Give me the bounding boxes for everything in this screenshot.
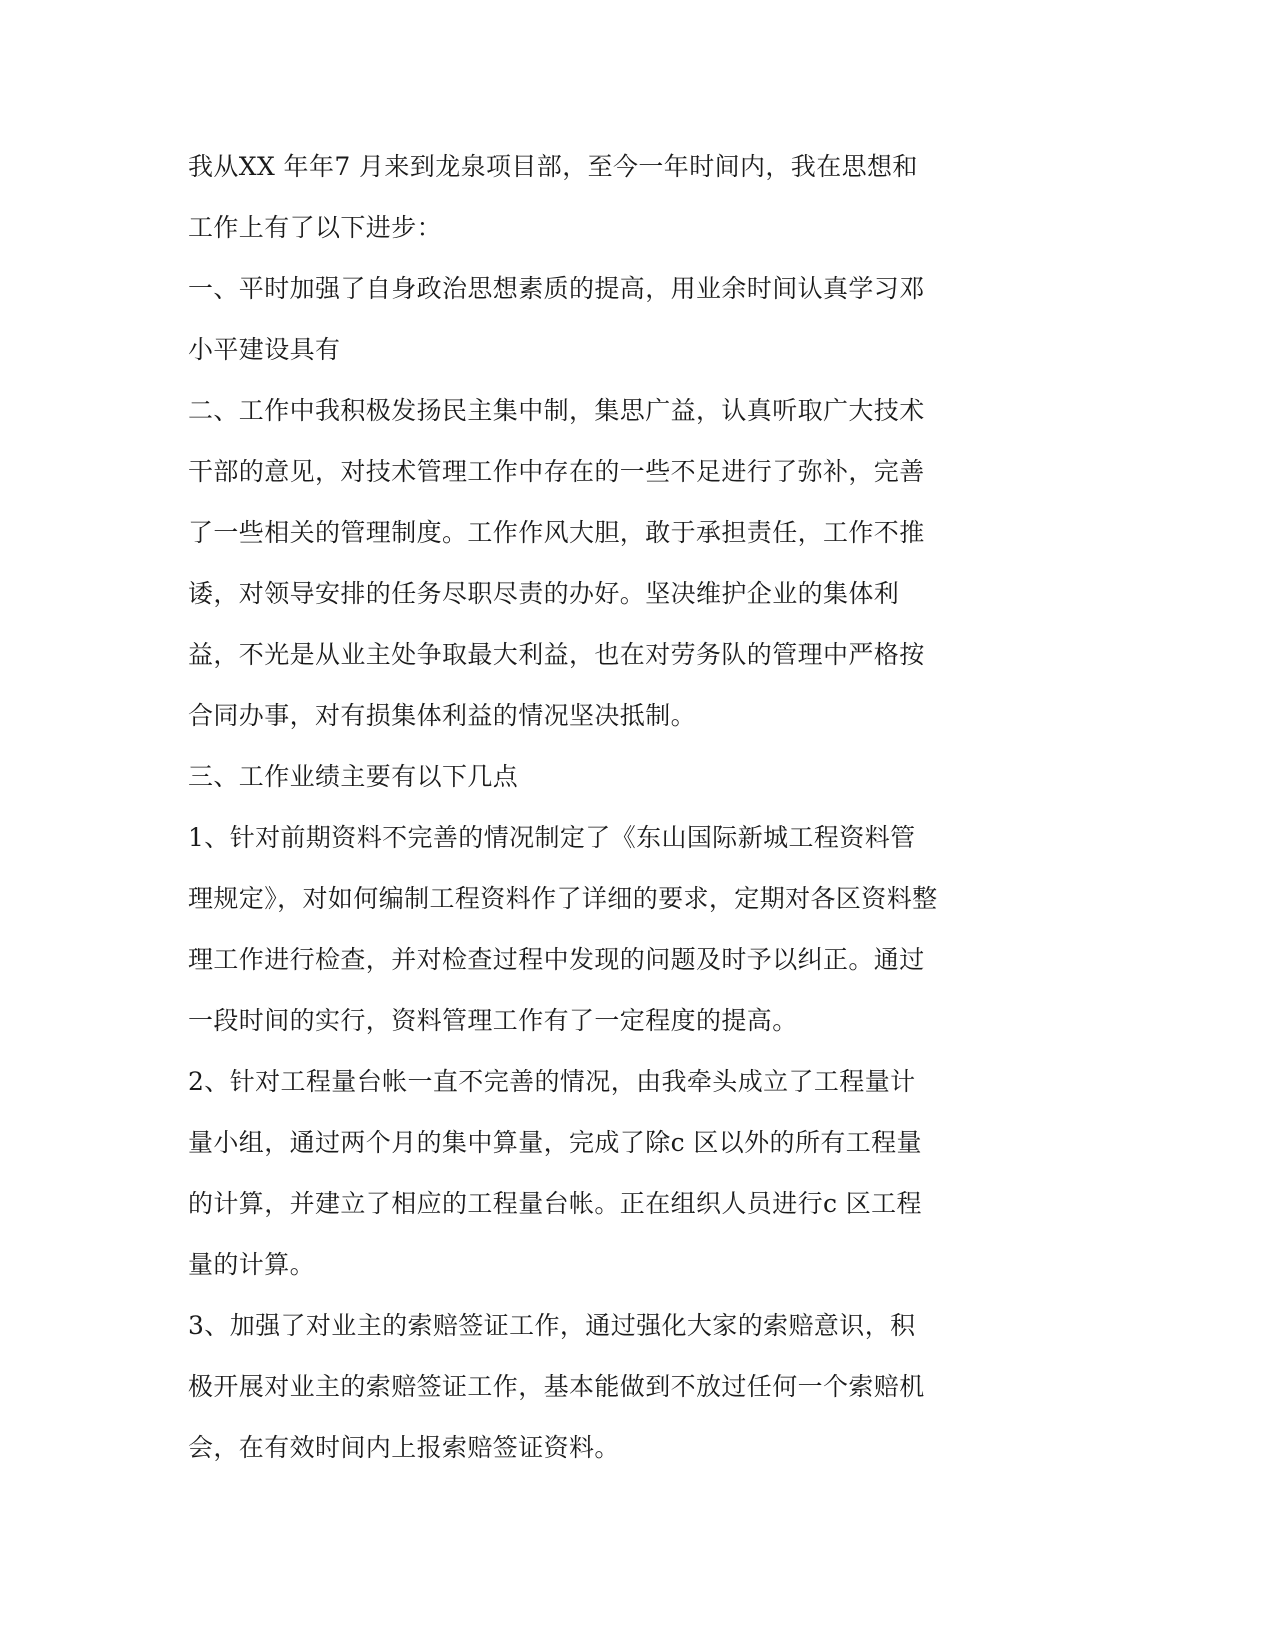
paragraph-section-3-heading: 三、工作业绩主要有以下几点: [188, 762, 519, 791]
paragraph-section-2: 二、工作中我积极发扬民主集中制，集思广益，认真听取广大技术干部的意见，对技术管理工作中存在的一些不足进行了弥补，完善了一些相关的管理制度。工作作风大胆，敢于承担责任，工作不推诿，对领导安排的任务尽职尽责的办好。坚决维护企业的集体利益，不光是从业主处争取最大利益，也在对劳务队的管理中严格按合同办事，对有损集体利益的情况坚决抵制。: [188, 396, 925, 730]
paragraph-intro: 我从XX 年年7 月来到龙泉项目部，至今一年时间内，我在思想和工作上有了以下进步：: [188, 152, 918, 242]
document-body: [188, 136, 938, 1478]
paragraph-section-1: 一、平时加强了自身政治思想素质的提高，用业余时间认真学习邓小平建设具有: [188, 274, 925, 364]
paragraph-item-2: 2、针对工程量台帐一直不完善的情况，由我牵头成立了工程量计量小组，通过两个月的集中算量，完成了除c 区以外的所有工程量的计算，并建立了相应的工程量台帐。正在组织人员进行c 区工程量的计算。: [188, 1067, 922, 1279]
paragraph-item-1: 1、针对前期资料不完善的情况制定了《东山国际新城工程资料管理规定》，对如何编制工程资料作了详细的要求，定期对各区资料整理工作进行检查，并对检查过程中发现的问题及时予以纠正。通过一段时间的实行，资料管理工作有了一定程度的提高。: [188, 823, 938, 1035]
paragraph-item-3: 3、加强了对业主的索赔签证工作，通过强化大家的索赔意识，积极开展对业主的索赔签证工作，基本能做到不放过任何一个索赔机会，在有效时间内上报索赔签证资料。: [188, 1311, 925, 1462]
